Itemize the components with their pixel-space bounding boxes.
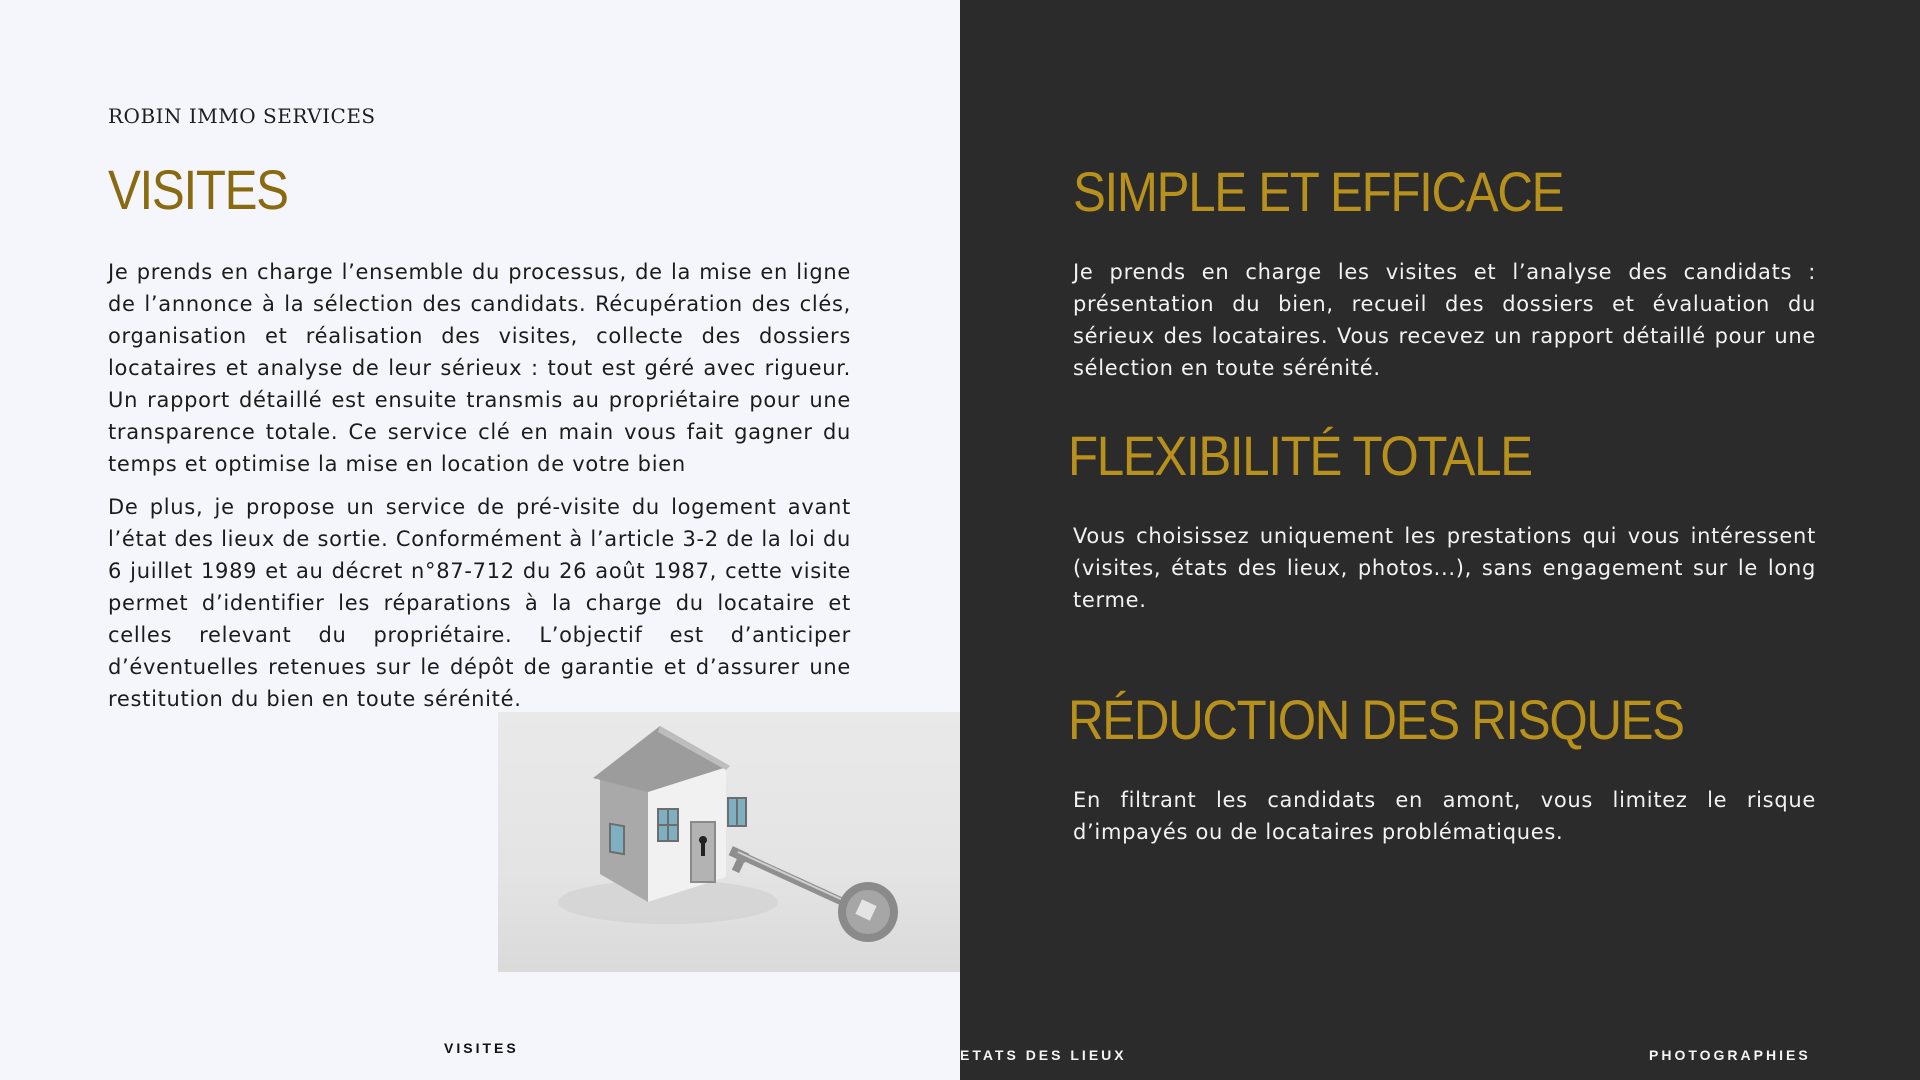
section-title-flexibilite: FLEXIBILITÉ TOTALE [1068, 424, 1532, 487]
right-panel [960, 0, 1920, 1080]
footer-link-etats-des-lieux[interactable]: ETATS DES LIEUX [960, 1047, 1127, 1063]
section-text-flexibilite: Vous choisissez uniquement les prestations qui vous intéressent (visites, états des lieux, photos...), sans engagement sur le long terme. [1073, 524, 1816, 612]
footer-link-visites[interactable]: VISITES [444, 1040, 519, 1056]
section-text-simple: Je prends en charge les visites et l’analyse des candidats : présentation du bien, recueil des dossiers et évaluation du sérieux des locataires. Vous recevez un rapport détaillé pour une sélection en toute sérénité. [1073, 260, 1816, 380]
pre-visit-paragraph: De plus, je propose un service de pré-visite du logement avant l’état des lieux de sortie. Conformément à l’article 3-2 de la loi du 6 juillet 1989 et au décret n°87-712 du 26 août 1987, cette visite permet d’identifier les réparations à la charge du locataire et celles relevant du propriétaire. L’objectif est d’anticiper d’éventuelles retenues sur le dépôt de garantie et d’assurer une restitution du bien en toute sérénité. [108, 495, 851, 711]
house-with-key-photo [498, 712, 960, 972]
page-title: VISITES [108, 158, 288, 221]
section-title-simple: SIMPLE ET EFFICACE [1073, 160, 1564, 223]
brand-name: ROBIN IMMO SERVICES [108, 104, 376, 128]
footer-link-photographies[interactable]: PHOTOGRAPHIES [1649, 1047, 1811, 1063]
intro-paragraph: Je prends en charge l’ensemble du processus, de la mise en ligne de l’annonce à la sélection des candidats. Récupération des clés, organisation et réalisation des visites, collecte des dossiers locataires et analyse de leur sérieux : tout est géré avec rigueur. Un rapport détaillé est ensuite transmis au propriétaire pour une transparence totale. Ce service clé en main vous fait gagner du temps et optimise la mise en location de votre bien [108, 260, 851, 476]
house-key-illustration [498, 712, 960, 972]
section-text-reduction: En filtrant les candidats en amont, vous limitez le risque d’impayés ou de locataires problématiques. [1073, 788, 1816, 844]
section-title-reduction: RÉDUCTION DES RISQUES [1068, 688, 1684, 751]
